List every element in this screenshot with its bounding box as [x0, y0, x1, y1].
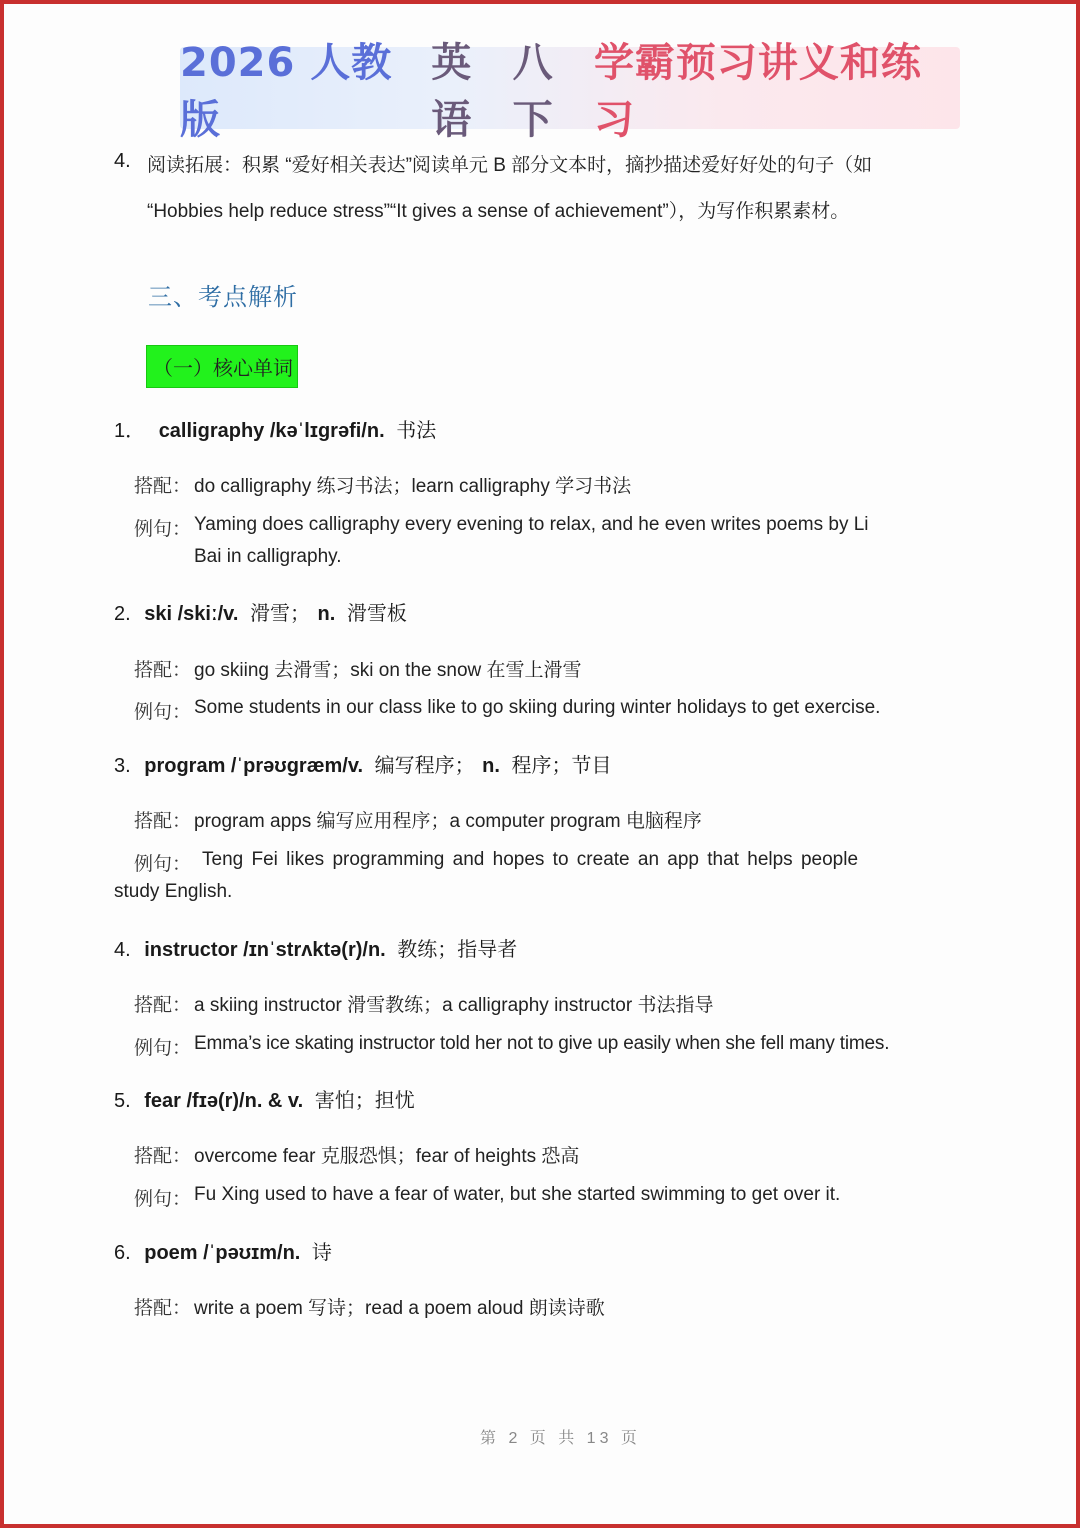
word-headword: instructor /ɪnˈstrʌktə(r)/n.	[144, 939, 386, 961]
word-pos-2: n.	[317, 603, 336, 625]
collocation-label: 搭配：	[134, 1298, 192, 1319]
word-meaning: 编写程序；	[374, 755, 475, 777]
word-meaning-2: 程序；节目	[511, 755, 612, 777]
example-text-line-1: Teng Fei likes programming and hopes to create an app that helps people	[202, 849, 859, 870]
word-entry-5	[114, 1084, 415, 1113]
word-meaning: 诗	[311, 1242, 332, 1264]
word-meaning: 教练；指导者	[397, 939, 518, 961]
example-label: 例句：	[134, 1038, 192, 1059]
word-headword: ski /skiː/v.	[144, 603, 239, 625]
word-number: 6.	[114, 1242, 131, 1264]
word-meaning: 害怕；担忧	[314, 1090, 415, 1112]
word-entry-6	[114, 1236, 332, 1265]
collocation-label: 搭配：	[134, 476, 192, 497]
collocation-text: overcome fear 克服恐惧；fear of heights 恐高	[194, 1146, 580, 1167]
title-part-1: 2026 人教版	[180, 40, 393, 143]
word-number: 3.	[114, 755, 131, 777]
word-meaning-2: 滑雪板	[346, 603, 407, 625]
example-label: 例句：	[134, 519, 192, 540]
word-entry-2	[114, 597, 407, 626]
collocation-text: program apps 编写应用程序；a computer program 电脑程序	[194, 811, 702, 832]
collocation-label: 搭配：	[134, 811, 192, 832]
collocation-text: do calligraphy 练习书法；learn calligraphy 学习书法	[194, 476, 632, 497]
example-text-line-2: Bai in calligraphy.	[194, 546, 342, 567]
title-part-2: 英语	[431, 40, 473, 143]
example-label: 例句：	[134, 702, 192, 723]
collocation-text: a skiing instructor 滑雪教练；a calligraphy instructor 书法指导	[194, 995, 714, 1016]
word-meaning: 滑雪；	[249, 603, 310, 625]
section-title: 三、考点解析	[148, 283, 298, 311]
word-headword: poem /ˈpəʊɪm/n.	[144, 1242, 301, 1264]
title-part-4: 学霸预习讲义和练习	[593, 40, 922, 143]
word-number: 5.	[114, 1090, 131, 1112]
word-pos-2: n.	[482, 755, 500, 777]
collocation-text: write a poem 写诗；read a poem aloud 朗读诗歌	[194, 1298, 605, 1319]
word-entry-4	[114, 933, 517, 962]
example-text-line-1: Emma’s ice skating instructor told her not to give up easily when she fell many times.	[194, 1033, 890, 1054]
collocation-label: 搭配：	[134, 660, 192, 681]
collocation-label: 搭配：	[134, 1146, 192, 1167]
page-number-footer: 第 2 页 共 13 页	[480, 1430, 641, 1447]
word-entry-3	[114, 749, 611, 778]
word-meaning: 书法	[396, 420, 437, 442]
reading-number: 4.	[114, 150, 131, 172]
example-text-line-1: Fu Xing used to have a fear of water, but she started swimming to get over it.	[194, 1184, 841, 1205]
word-headword: calligraphy /kəˈlɪɡrəfi/n.	[158, 420, 385, 442]
example-text-line-1: Some students in our class like to go skiing during winter holidays to get exercise.	[194, 697, 881, 718]
example-text-line-2: study English.	[114, 881, 233, 902]
collocation-label: 搭配：	[134, 995, 192, 1016]
word-headword: fear /fɪə(r)/n. & v.	[144, 1090, 304, 1112]
word-headword: program /ˈprəʊɡræm/v.	[144, 755, 364, 777]
word-number: 4.	[114, 939, 131, 961]
title-banner	[180, 40, 960, 143]
reading-line-2: “Hobbies help reduce stress”“It gives a sense of achievement”），为写作积累素材。	[147, 201, 850, 222]
subsection-tag: （一）核心单词	[147, 346, 297, 387]
example-label: 例句：	[134, 1189, 192, 1210]
reading-line-1: 阅读拓展：积累 “爱好相关表达”阅读单元 B 部分文本时，摘抄描述爱好好处的句子（如	[147, 155, 873, 176]
example-label: 例句：	[134, 854, 192, 875]
collocation-text: go skiing 去滑雪；ski on the snow 在雪上滑雪	[194, 660, 582, 681]
title-part-3: 八下	[512, 40, 554, 143]
word-number: 1．	[114, 420, 146, 442]
word-number: 2.	[114, 603, 131, 625]
word-entry-1	[114, 414, 436, 443]
example-text-line-1: Yaming does calligraphy every evening to relax, and he even writes poems by Li	[194, 514, 869, 535]
